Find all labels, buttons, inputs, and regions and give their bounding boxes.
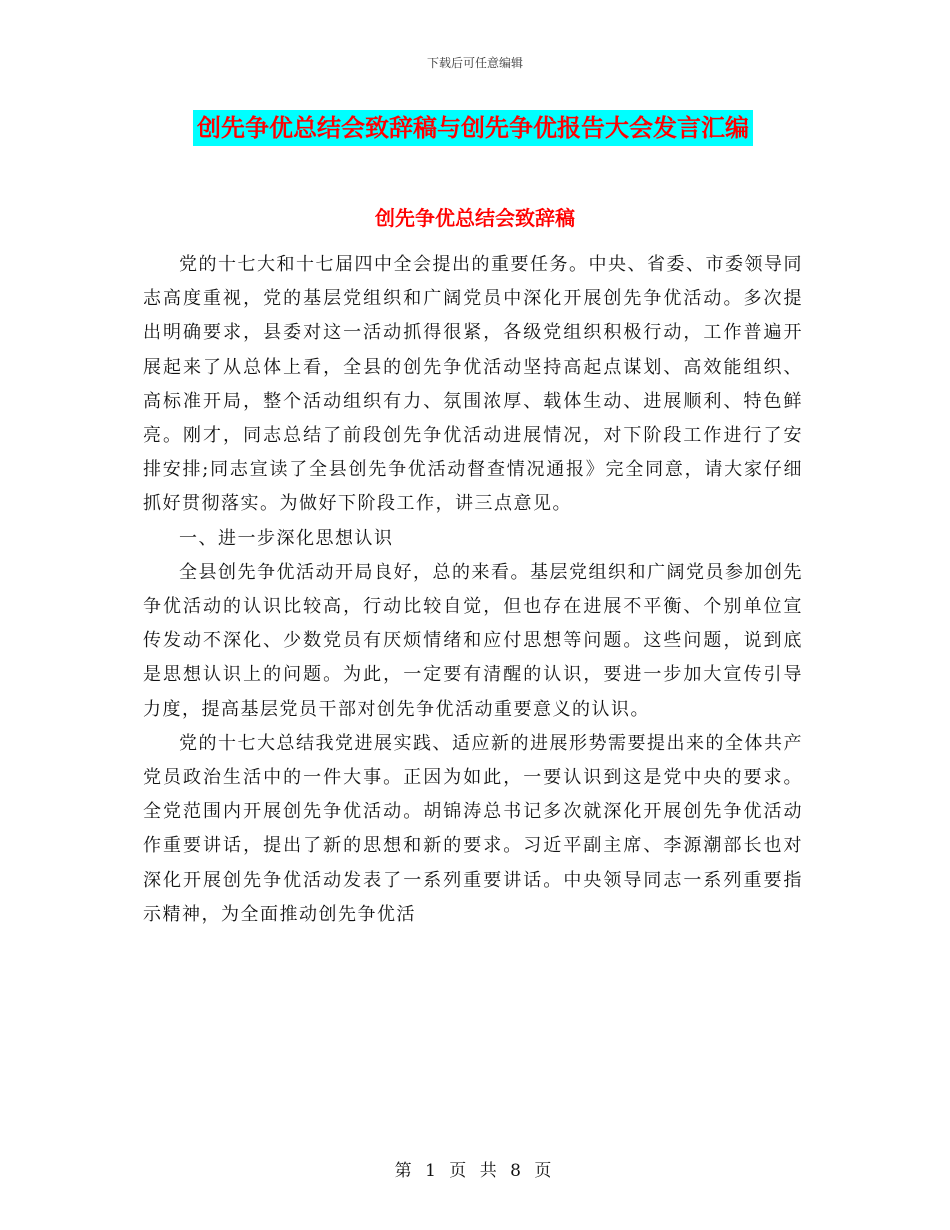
paragraph: 党的十七大和十七届四中全会提出的重要任务。中央、省委、市委领导同志高度重视，党的基层党组织和广阔党员中深化开展创先争优活动。多次提出明确要求，县委对这一活动抓得很紧，各级党组织积极行动，工作普遍开展起来了从总体上看，全县的创先争优活动坚持高起点谋划、高效能组织、高标准开局，整个活动组织有力、氛围浓厚、载体生动、进展顺利、特色鲜亮。刚才，同志总结了前段创先争优活动进展情况，对下阶段工作进行了安排安排;同志宣读了全县创先争优活动督查情况通报》完全同意，请大家仔细抓好贯彻落实。为做好下阶段工作，讲三点意见。 — [143, 254, 803, 515]
section-title: 创先争优总结会致辞稿 — [375, 206, 575, 230]
paragraph: 党的十七大总结我党进展实践、适应新的进展形势需要提出来的全体共产党员政治生活中的一件大事。正因为如此，一要认识到这是党中央的要求。全党范围内开展创先争优活动。胡锦涛总书记多次就深化开展创先争优活动作重要讲话，提出了新的思想和新的要求。习近平副主席、李源潮部长也对深化开展创先争优活动发表了一系列重要讲话。中央领导同志一系列重要指示精神，为全面推动创先争优活 — [143, 732, 803, 925]
header-note: 下载后可任意编辑 — [426, 56, 523, 70]
paragraph-heading: 一、进一步深化思想认识 — [179, 527, 394, 549]
page-footer: 第 1 页 共 8 页 — [394, 1161, 556, 1181]
document-main-title: 创先争优总结会致辞稿与创先争优报告大会发言汇编 — [193, 110, 753, 146]
document-body — [143, 248, 803, 932]
paragraph: 全县创先争优活动开局良好，总的来看。基层党组织和广阔党员参加创先争优活动的认识比较高，行动比较自觉，但也存在进展不平衡、个别单位宣传发动不深化、少数党员有厌烦情绪和应付思想等问题。这些问题，说到底是思想认识上的问题。为此，一定要有清醒的认识，要进一步加大宣传引导力度，提高基层党员干部对创先争优活动重要意义的认识。 — [143, 561, 803, 720]
